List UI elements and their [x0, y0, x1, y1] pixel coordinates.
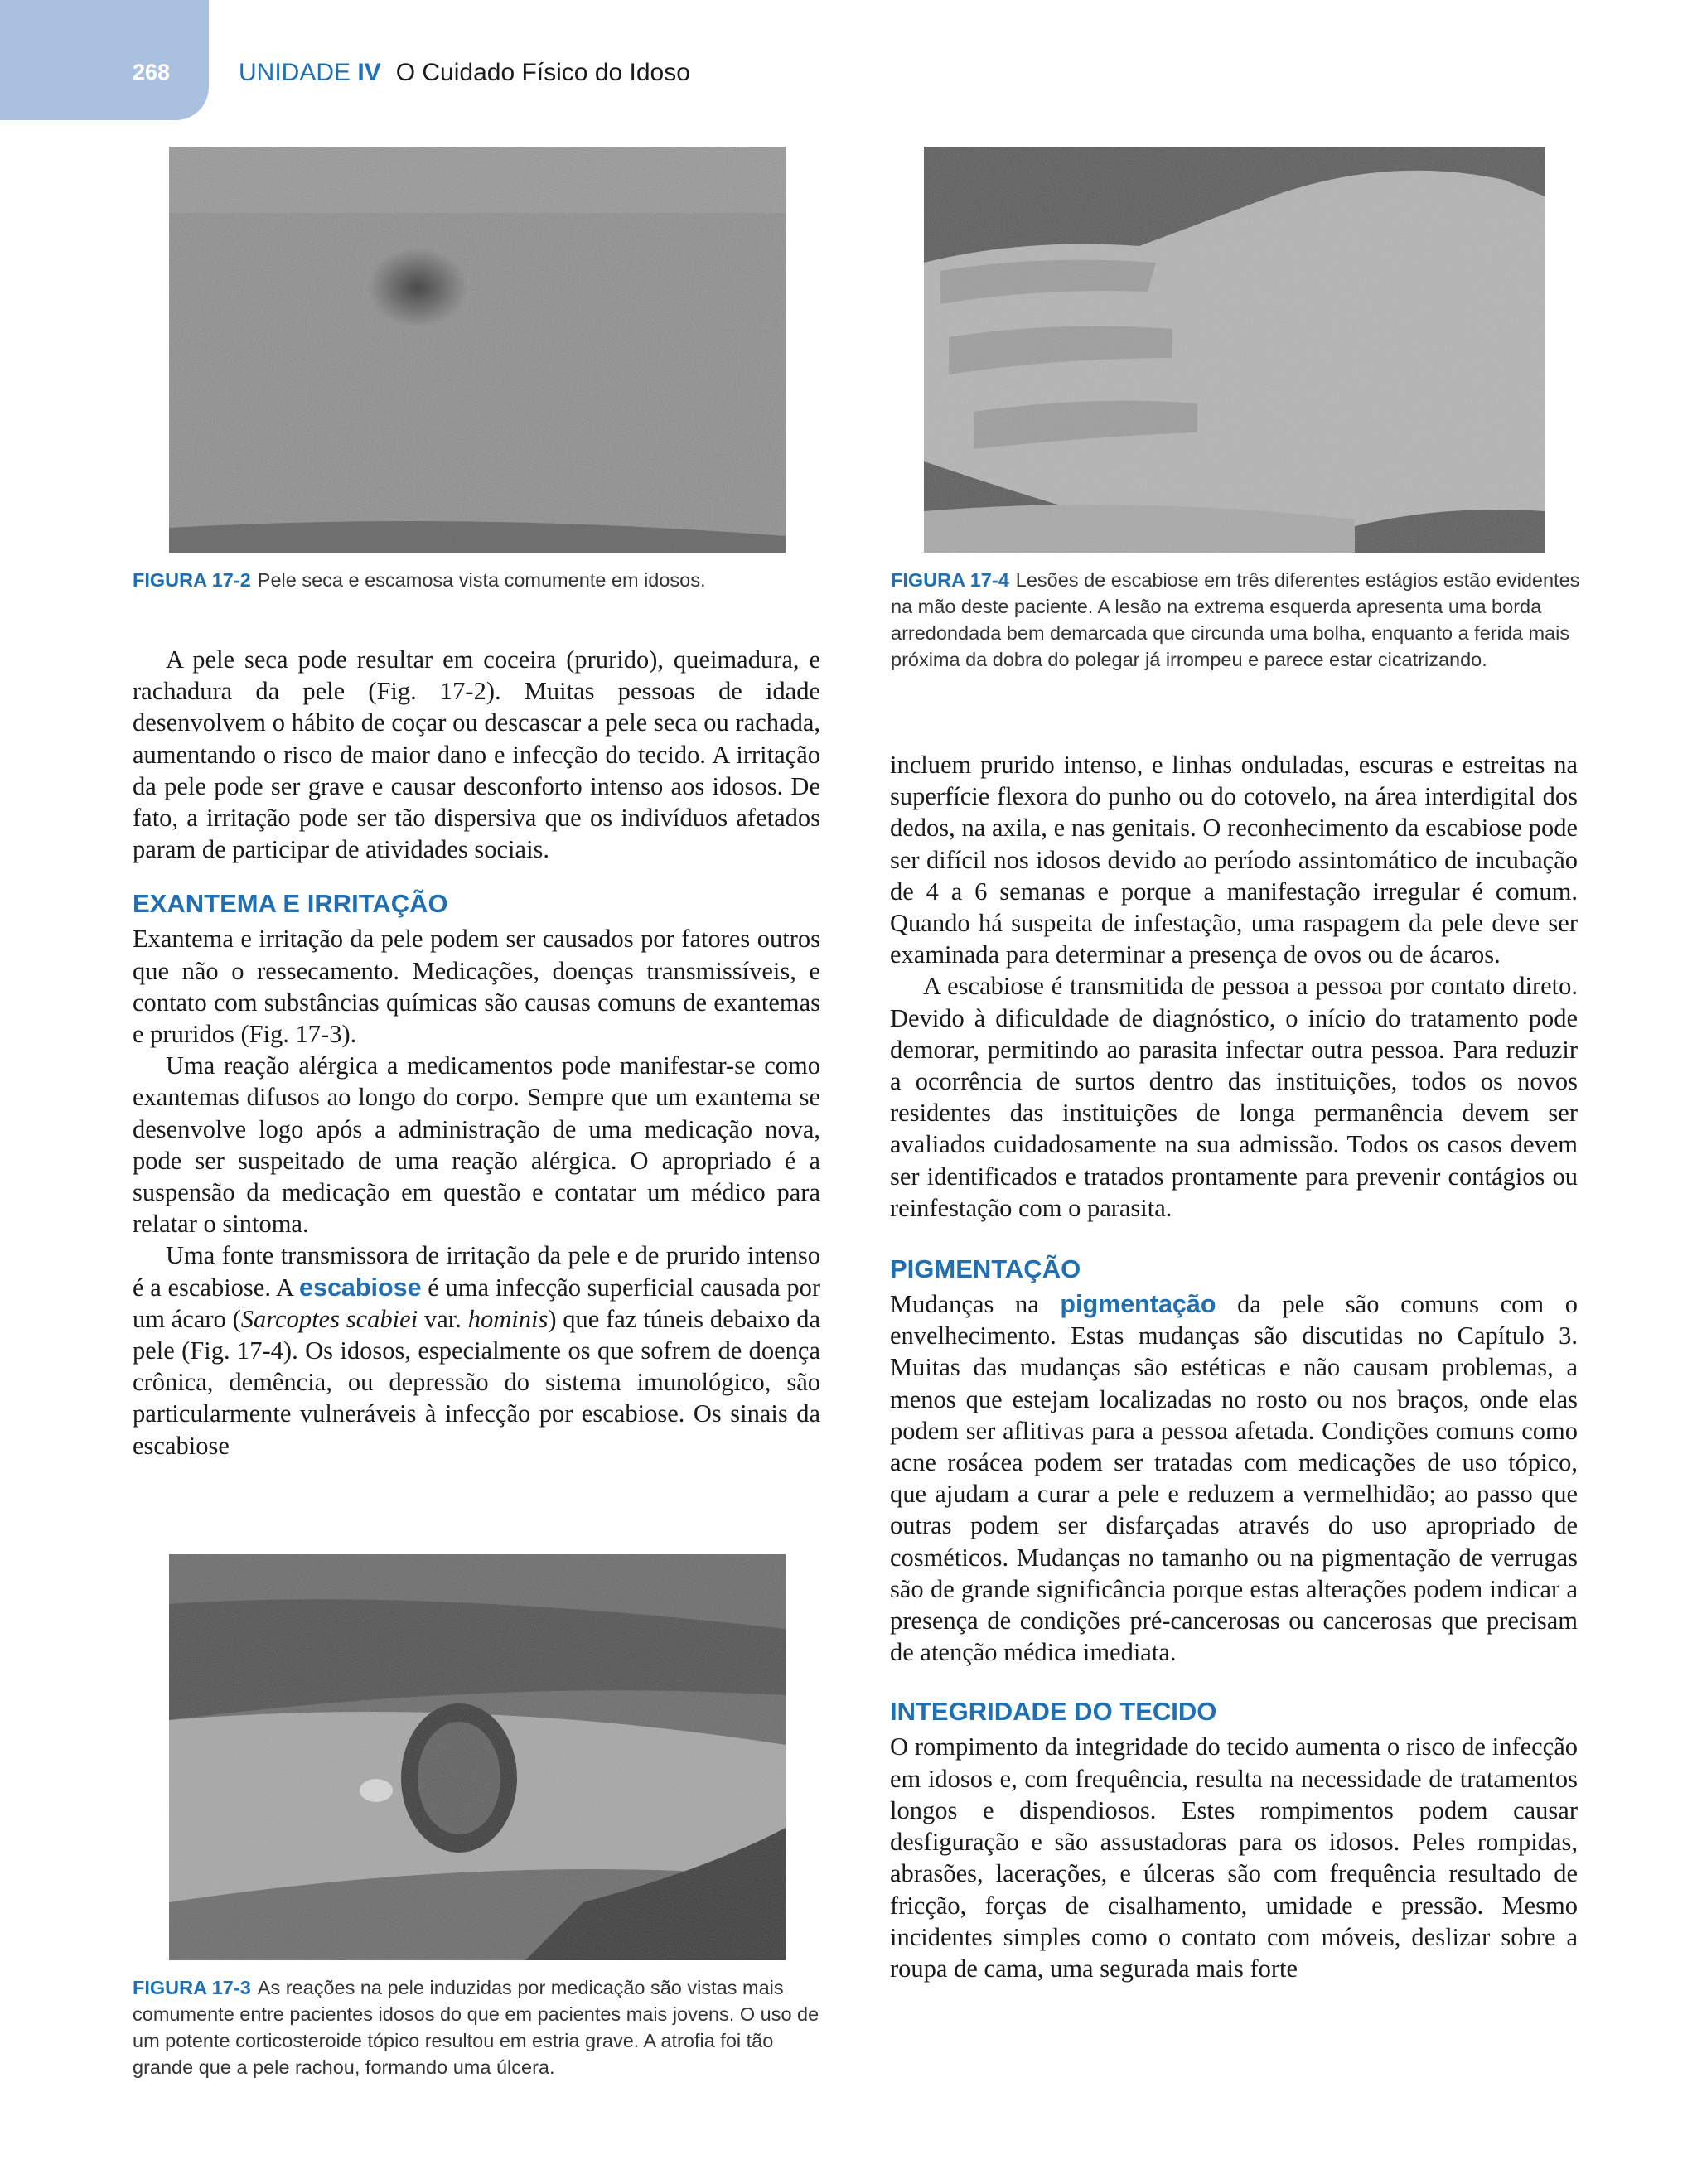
text-run: var.: [424, 1304, 462, 1333]
text-run: Mudanças na: [890, 1290, 1039, 1319]
figure-label: FIGURA 17-4: [891, 569, 1009, 591]
figure-17-4-caption: [891, 567, 1587, 673]
text-run: ) que faz túneis debaixo da pele (Fig. 17-4). Os idosos, especialmente os que sofrem de doença crônica, demência, ou depressão do sistema imunológico, são particularmente vulneráveis à infecção por escabiose. Os sinais da escabiose: [133, 1304, 821, 1460]
figure-17-3-caption: [133, 1974, 829, 2080]
figure-17-2-photo: [169, 147, 786, 553]
paragraph-scabies: [133, 1239, 820, 1461]
chapter-title: O Cuidado Físico do Idoso: [395, 59, 690, 86]
heading-pigmentation: PIGMENTAÇÃO: [890, 1254, 1081, 1284]
figure-17-3-photo: [169, 1554, 786, 1960]
text-run: é uma infecção superficial causada por um ácaro (: [133, 1273, 820, 1333]
species-name: Sarcoptes scabiei: [240, 1304, 418, 1333]
caption-text: Pele seca e escamosa vista comumente em idosos.: [257, 569, 706, 591]
heading-tissue-integrity: INTEGRIDADE DO TECIDO: [890, 1697, 1217, 1727]
paragraph-tissue-integrity: O rompimento da integridade do tecido aumenta o risco de infecção em idosos e, com frequência, resulta na necessidade de tratamentos longos e dispendiosos. Estes rompimentos podem causar desfiguração e são assustadoras para os idosos. Peles rompidas, abrasões, lacerações, e úlceras são com frequência resultado de fricção, forças de cisalhamento, umidade e pressão. Mesmo incidentes simples como o contato com móveis, deslizar sobre a roupa de cama, uma segurada mais forte: [890, 1732, 1578, 1983]
glossary-term-scabies: escabiose: [299, 1273, 422, 1302]
paragraph-allergic-reaction: Uma reação alérgica a medicamentos pode manifestar-se como exantemas difusos ao longo do corpo. Sempre que um exantema se desenvolve logo após a administração de uma medicação nova, pode ser suspeitado de uma reação alérgica. O apropriado é a suspensão da medicação em questão e contatar um médico para relatar o sintoma.: [133, 1051, 820, 1239]
figure-17-2-caption: [133, 567, 795, 593]
paragraph-scabies-transmission: A escabiose é transmitida de pessoa a pessoa por contato direto. Devido à dificuldade de diagnóstico, o início do tratamento pode demorar, permitindo ao parasita infectar outra pessoa. Para reduzir a ocorrência de surtos dentro das instituições, todos os novos residentes das instituições de longa permanência devem ser avaliados cuidadosamente na sua admissão. Todos os casos devem ser identificados e tratados prontamente para prevenir contágios ou reinfestação com o parasita.: [890, 972, 1578, 1222]
heading-rash-irritation: EXANTEMA E IRRITAÇÃO: [133, 889, 448, 919]
glossary-term-pigmentation: pigmentação: [1060, 1290, 1216, 1319]
page-number: 268: [133, 60, 171, 85]
variety-name: hominis: [467, 1304, 549, 1333]
text-run: da pele são comuns com o envelhecimento. Estas mudanças são discutidas no Capítulo 3. Muitas das mudanças são estéticas e não causam problemas, a menos que estejam localizadas no rosto ou nos braços, onde elas podem ser aflitivas para a pessoa afetada. Condições comuns como acne rosácea podem ser tratadas com medicações de uso tópico, que ajudam a curar a pele e reduzem a vermelhidão; ao passo que outras podem ser disfarçadas através do uso apropriado de cosméticos. Mudanças no tamanho ou na pigmentação de verrugas são de grande significância porque estas alterações podem indicar a presença de condições pré-cancerosas ou cancerosas que precisam de atenção médica imediata.: [890, 1290, 1579, 1667]
page-number-tab: [0, 0, 209, 120]
caption-text: As reações na pele induzidas por medicação são vistas mais comumente entre pacientes idosos do que em pacientes mais jovens. O uso de um potente corticosteroide tópico resultou em estria grave. A atrofia foi tão grande que a pele rachou, formando uma úlcera.: [133, 1977, 819, 2078]
unit-word: UNIDADE: [239, 59, 351, 86]
figure-label: FIGURA 17-2: [133, 569, 251, 591]
caption-text: Lesões de escabiose em três diferentes estágios estão evidentes na mão deste paciente. A lesão na extrema esquerda apresenta uma borda arredondada bem demarcada que circunda uma bolha, enquanto a ferida mais próxima da dobra do polegar já irrompeu e parece estar cicatrizando.: [891, 569, 1580, 670]
text-run: Uma fonte transmissora de irritação da pele e de prurido intenso é a escabiose. A: [133, 1241, 820, 1302]
unit-label: [239, 59, 381, 86]
right-column: [890, 749, 1578, 1984]
paragraph-dry-skin: A pele seca pode resultar em coceira (prurido), queimadura, e rachadura da pele (Fig. 17-2). Muitas pessoas de idade desenvolvem o hábito de coçar ou descascar a pele seca ou rachada, aumentando o risco de maior dano e infecção do tecido. A irritação da pele pode ser grave e causar desconforto intenso aos idosos. De fato, a irritação pode ser tão dispersiva que os indivíduos afetados param de participar de atividades sociais.: [133, 645, 820, 864]
left-column: [133, 644, 820, 1462]
running-header: [239, 59, 690, 87]
paragraph-scabies-signs: incluem prurido intenso, e linhas onduladas, escuras e estreitas na superfície flexora do punho ou do cotovelo, na área interdigital dos dedos, na axila, e nas genitais. O reconhecimento da escabiose pode ser difícil nos idosos devido ao período assintomático de incubação de 4 a 6 semanas e porque a manifestação irregular é comum. Quando há suspeita de infestação, uma raspagem da pele deve ser examinada para determinar a presença de ovos ou de ácaros.: [890, 751, 1578, 969]
unit-numeral: IV: [357, 59, 381, 86]
figure-17-4-photo: [924, 147, 1545, 553]
figure-label: FIGURA 17-3: [133, 1977, 251, 1998]
paragraph-pigmentation: [890, 1288, 1578, 1668]
paragraph-rash-causes: Exantema e irritação da pele podem ser causados por fatores outros que não o ressecamento. Medicações, doenças transmissíveis, e contato com substâncias químicas são causas comuns de exantemas e pruridos (Fig. 17-3).: [133, 925, 820, 1049]
